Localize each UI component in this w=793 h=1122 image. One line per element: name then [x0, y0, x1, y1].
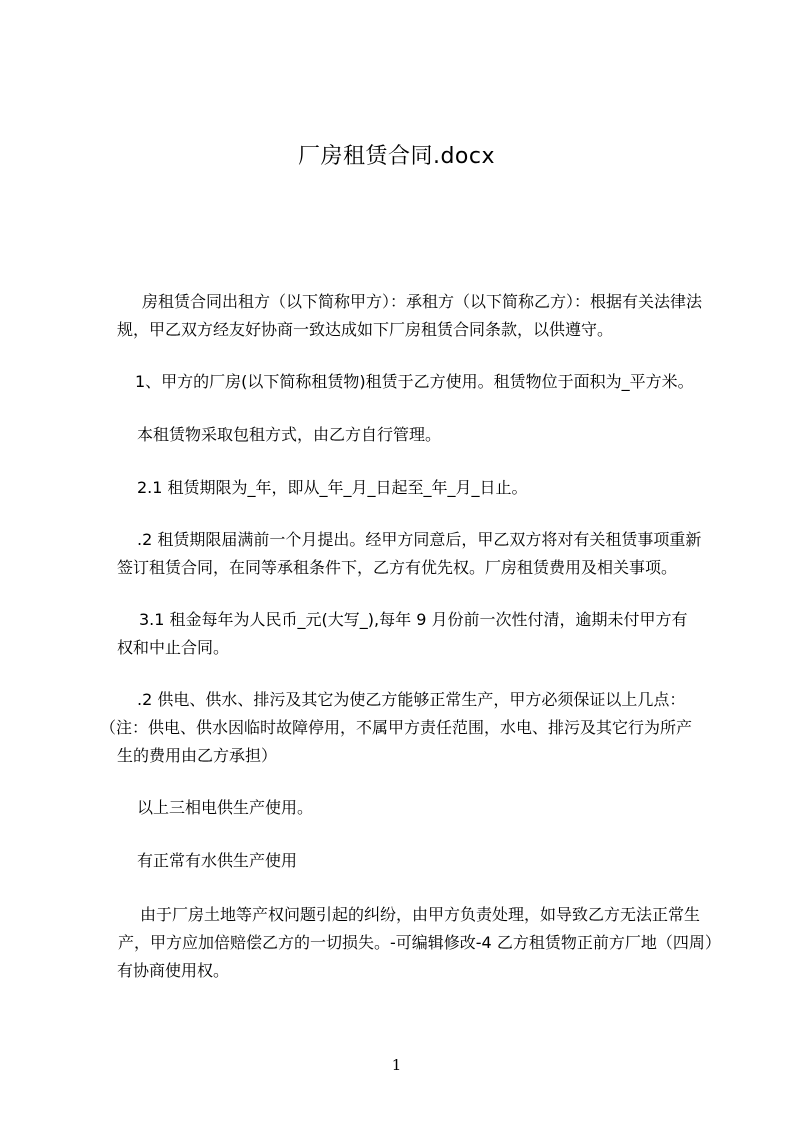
paragraph-line: （注：供电、供水因临时故障停用，不属甲方责任范围，水电、排污及其它行为所产 [100, 718, 693, 737]
paragraph-line: .2 供电、供水、排污及其它为使乙方能够正常生产，甲方必须保证以上几点： [137, 690, 686, 709]
paragraph-line: 1、甲方的厂房(以下简称租赁物)租赁于乙方使用。租赁物位于面积为_平方米。 [135, 372, 694, 391]
paragraph-line: 由于厂房土地等产权问题引起的纠纷，由甲方负责处理，如导致乙方无法正常生 [140, 905, 701, 924]
paragraph-line: 产，甲方应加倍赔偿乙方的一切损失。-可编辑修改-4 乙方租赁物正前方厂地（四周） [118, 933, 721, 952]
paragraph-line: 房租赁合同出租方（以下简称甲方）：承租方（以下简称乙方）：根据有关法律法 [142, 292, 703, 311]
paragraph-line: 有正常有水供生产使用 [137, 851, 298, 870]
document-title: 厂房租赁合同.docx [297, 144, 496, 169]
paragraph-line: 有协商使用权。 [117, 961, 230, 980]
paragraph-line: 3.1 租金每年为人民币_元(大写_),每年 9 月份前一次性付清，逾期未付甲方有 [139, 610, 688, 629]
paragraph-line: 签订租赁合同，在同等承租条件下，乙方有优先权。厂房租赁费用及相关事项。 [117, 558, 678, 577]
paragraph-line: 规，甲乙双方经友好协商一致达成如下厂房租赁合同条款，以供遵守。 [117, 320, 614, 339]
paragraph-line: 以上三相电供生产使用。 [137, 798, 314, 817]
paragraph-line: 本租赁物采取包租方式，由乙方自行管理。 [137, 425, 442, 444]
paragraph-line: 2.1 租赁期限为_年，即从_年_月_日起至_年_月_日止。 [137, 478, 528, 497]
paragraph-line: .2 租赁期限届满前一个月提出。经甲方同意后，甲乙双方将对有关租赁事项重新 [137, 530, 702, 549]
paragraph-line: 权和中止合同。 [117, 638, 230, 657]
page-number: 1 [391, 1056, 402, 1074]
paragraph-line: 生的费用由乙方承担） [117, 746, 278, 765]
